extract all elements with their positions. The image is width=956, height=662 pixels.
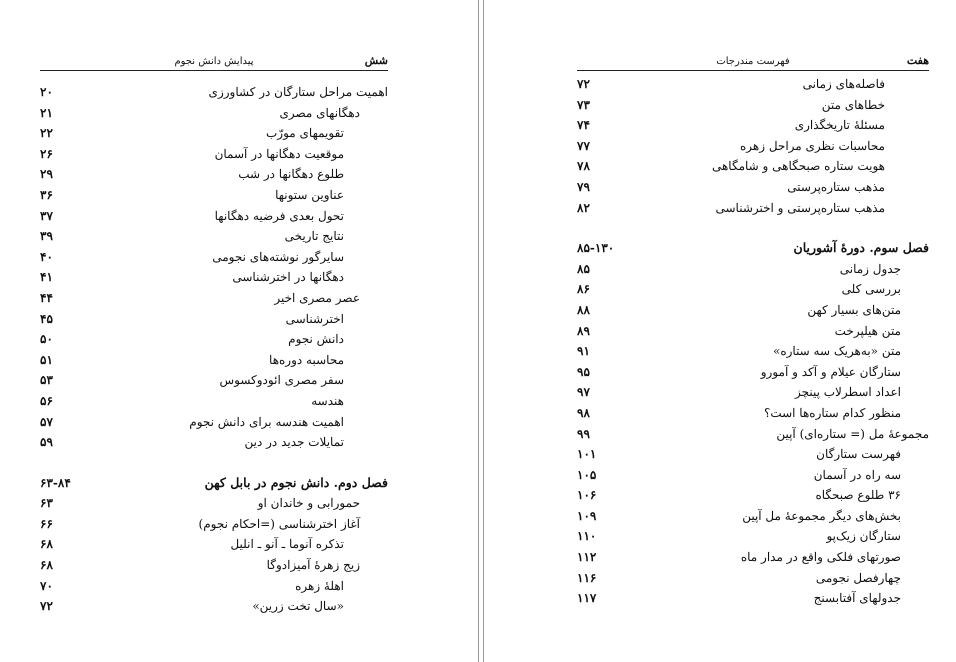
- toc-row[interactable]: [40, 123, 388, 144]
- toc-row[interactable]: [577, 526, 929, 547]
- toc-entry-title: اهمیت مراحل ستارگان در کشاورزی: [208, 85, 388, 99]
- toc-entry-title: دانش نجوم: [288, 332, 344, 347]
- toc-row[interactable]: [577, 382, 929, 403]
- toc-row[interactable]: [577, 300, 929, 321]
- toc-row[interactable]: [577, 198, 929, 219]
- toc-row[interactable]: [40, 432, 388, 453]
- toc-entry-title: دهگانها در اخترشناسی: [232, 270, 344, 285]
- right-page-header: [577, 56, 929, 71]
- toc-entry-page: ۳۶: [40, 187, 53, 202]
- toc-row[interactable]: [40, 82, 388, 103]
- toc-entry-title: تحول بعدی فرضیه دهگانها: [214, 208, 344, 223]
- toc-row[interactable]: [40, 555, 388, 576]
- toc-row[interactable]: [577, 403, 929, 424]
- toc-entry-title: تذکره آنوما ـ آنو ـ انلیل: [230, 537, 344, 552]
- toc-entry-title: بررسی کلی: [841, 282, 901, 297]
- toc-row[interactable]: [40, 144, 388, 165]
- toc-entry-title: مذهب ستاره‌پرستی و اخترشناسی: [715, 200, 885, 215]
- toc-entry-title: متن هیلپرخت: [834, 323, 901, 338]
- toc-entry-page: ۸۶: [577, 282, 590, 297]
- toc-entry-page: ۱۰۱: [577, 447, 597, 462]
- toc-row[interactable]: [40, 329, 388, 350]
- left-page-header: [40, 56, 388, 71]
- toc-row[interactable]: [577, 424, 929, 445]
- toc-entry-page: ۲۹: [40, 167, 53, 182]
- toc-entry-page: ۵۶: [40, 393, 53, 408]
- toc-entry-title: بخش‌های دیگر مجموعهٔ مل آپین: [742, 508, 901, 523]
- toc-entry-page: ۹۱: [577, 344, 590, 359]
- toc-entry-page: ۱۱۶: [577, 570, 597, 585]
- left-page-number: شش: [364, 54, 388, 67]
- toc-row[interactable]: [40, 309, 388, 330]
- toc-entry-title: مذهب ستاره‌پرستی: [787, 179, 885, 194]
- toc-entry-page: ۷۰: [40, 578, 53, 593]
- toc-entry-title: عصر مصری اخیر: [274, 290, 360, 305]
- toc-entry-page: ۱۰۹: [577, 508, 597, 523]
- toc-entry-page: ۵۰: [40, 332, 53, 347]
- toc-entry-page: ۸۵-۱۳۰: [577, 241, 615, 256]
- toc-entry-page: ۹۵: [577, 364, 590, 379]
- toc-row[interactable]: [40, 493, 388, 514]
- toc-row[interactable]: [40, 370, 388, 391]
- toc-row[interactable]: [40, 288, 388, 309]
- toc-group-spacer: [577, 218, 929, 238]
- toc-entry-page: ۱۰۵: [577, 467, 597, 482]
- left-running-title: پیدایش دانش نجوم: [174, 56, 254, 67]
- toc-row[interactable]: [40, 226, 388, 247]
- toc-entry-page: ۷۸: [577, 159, 590, 174]
- toc-row[interactable]: [577, 136, 929, 157]
- toc-entry-page: ۸۵: [577, 261, 590, 276]
- toc-entry-page: ۴۴: [40, 290, 53, 305]
- toc-entry-title: تمایلات جدید در دین: [244, 435, 344, 450]
- toc-row[interactable]: [577, 177, 929, 198]
- toc-row[interactable]: [577, 547, 929, 568]
- toc-row[interactable]: [577, 321, 929, 342]
- toc-row[interactable]: [40, 103, 388, 124]
- toc-entry-page: ۱۱۲: [577, 550, 597, 565]
- toc-entry-page: ۷۹: [577, 179, 590, 194]
- toc-entry-title: ستارگان عیلام و آکد و آمورو: [760, 364, 901, 379]
- toc-row[interactable]: [40, 412, 388, 433]
- toc-entry-page: ۷۷: [577, 138, 590, 153]
- toc-entry-page: ۳۹: [40, 229, 53, 244]
- toc-entry-page: ۵۷: [40, 414, 53, 429]
- toc-row[interactable]: [40, 267, 388, 288]
- toc-entry-page: ۵۹: [40, 435, 53, 450]
- toc-row[interactable]: [40, 576, 388, 597]
- toc-entry-page: ۶۶: [40, 516, 53, 531]
- right-toc-list: [577, 74, 929, 609]
- toc-entry-page: ۱۰۶: [577, 488, 597, 503]
- toc-entry-title: حمورابی و خاندان او: [257, 496, 360, 511]
- toc-entry-page: ۴۰: [40, 249, 53, 264]
- toc-entry-title: منظور کدام ستاره‌ها است؟: [763, 405, 901, 420]
- toc-row[interactable]: [40, 350, 388, 371]
- toc-entry-title: مجموعهٔ مل (= ستاره‌ای) آپین: [776, 426, 929, 441]
- toc-entry-title: هندسه: [311, 393, 344, 408]
- toc-entry-title: ستارگان زیک‌پو: [826, 529, 901, 544]
- toc-entry-title: طلوع دهگانها در شب: [238, 167, 344, 182]
- toc-entry-page: ۹۸: [577, 405, 590, 420]
- toc-entry-title: سفر مصری ائودوکسوس: [219, 373, 344, 388]
- toc-entry-title: آغاز اخترشناسی (=احکام نجوم): [198, 516, 360, 531]
- toc-row[interactable]: [40, 596, 388, 617]
- toc-entry-title: محاسبات نظری مراحل زهره: [739, 138, 885, 153]
- toc-row[interactable]: [577, 115, 929, 136]
- toc-entry-title: سه راه در آسمان: [813, 467, 901, 482]
- toc-entry-page: ۳۷: [40, 208, 53, 223]
- toc-entry-title: جدولهای آفتابسنج: [813, 591, 901, 606]
- toc-entry-title: جدول زمانی: [839, 261, 901, 276]
- toc-entry-title: هویت ستاره صبحگاهی و شامگاهی: [711, 159, 885, 174]
- toc-entry-page: ۷۲: [40, 599, 53, 614]
- toc-entry-page: ۴۵: [40, 311, 53, 326]
- toc-row[interactable]: [40, 247, 388, 268]
- toc-entry-page: ۷۳: [577, 97, 590, 112]
- toc-row[interactable]: [577, 506, 929, 527]
- toc-entry-page: ۵۳: [40, 373, 53, 388]
- toc-entry-page: ۲۶: [40, 146, 53, 161]
- toc-row[interactable]: [40, 391, 388, 412]
- toc-entry-title: فاصله‌های زمانی: [802, 77, 885, 91]
- toc-entry-page: ۲۰: [40, 85, 53, 99]
- toc-entry-title: متن‌های بسیار کهن: [807, 302, 901, 317]
- toc-row[interactable]: [577, 279, 929, 300]
- toc-row[interactable]: [40, 534, 388, 555]
- toc-row[interactable]: [577, 95, 929, 116]
- toc-row[interactable]: [577, 588, 929, 609]
- toc-entry-title: محاسبه دوره‌ها: [269, 352, 344, 367]
- toc-entry-title: اهلهٔ زهره: [295, 578, 344, 593]
- toc-group-spacer: [40, 453, 388, 473]
- toc-entry-title: عناوین ستونها: [275, 187, 344, 202]
- left-toc-list: [40, 82, 388, 617]
- toc-entry-title: چهارفصل نجومی: [815, 570, 901, 585]
- toc-row[interactable]: [577, 156, 929, 177]
- toc-entry-title: زیج زهرهٔ آمیزادوگا: [266, 558, 360, 573]
- toc-entry-title: فصل دوم. دانش نجوم در بابل کهن: [204, 474, 388, 490]
- toc-entry-title: فهرست ستارگان: [816, 447, 901, 462]
- toc-entry-page: ۱۱۰: [577, 529, 597, 544]
- toc-entry-title: اخترشناسی: [285, 311, 344, 326]
- toc-entry-title: مسئلهٔ تاریخگذاری: [794, 118, 885, 133]
- toc-entry-title: صورتهای فلکی واقع در مدار ماه: [740, 550, 901, 565]
- toc-entry-title: ۳۶ طلوع صبحگاه: [815, 488, 901, 503]
- toc-entry-page: ۵۱: [40, 352, 53, 367]
- toc-entry-page: ۶۸: [40, 537, 53, 552]
- toc-row[interactable]: [577, 444, 929, 465]
- toc-row[interactable]: [577, 485, 929, 506]
- toc-entry-page: ۹۹: [577, 426, 590, 441]
- toc-entry-title: خطاهای متن: [821, 97, 885, 112]
- toc-row[interactable]: [577, 259, 929, 280]
- right-running-title: فهرست مندرجات: [716, 56, 790, 67]
- toc-entry-title: سایرگور نوشته‌های نجومی: [212, 249, 344, 264]
- toc-entry-page: ۶۸: [40, 558, 53, 573]
- toc-entry-page: ۸۹: [577, 323, 590, 338]
- toc-row[interactable]: [577, 341, 929, 362]
- toc-entry-page: ۶۳: [40, 496, 53, 511]
- toc-entry-page: ۶۳-۸۴: [40, 475, 71, 490]
- toc-entry-title: اعداد اسطرلاب پینچز: [794, 385, 901, 400]
- toc-row[interactable]: [577, 568, 929, 589]
- toc-row[interactable]: [40, 185, 388, 206]
- toc-entry-title: فصل سوم. دورهٔ آشوریان: [793, 240, 929, 256]
- toc-entry-page: ۴۱: [40, 270, 53, 285]
- toc-entry-page: ۸۲: [577, 200, 590, 215]
- toc-entry-title: «سال تخت زرین»: [252, 599, 344, 614]
- toc-row[interactable]: [577, 74, 929, 95]
- toc-row[interactable]: [577, 465, 929, 486]
- left-page: [0, 0, 476, 662]
- toc-entry-title: موقعیت دهگانها در آسمان: [214, 146, 344, 161]
- toc-entry-title: تقویمهای مورّب: [266, 126, 344, 141]
- toc-entry-page: ۸۸: [577, 302, 590, 317]
- toc-entry-title: دهگانهای مصری: [279, 105, 360, 120]
- toc-entry-page: ۲۲: [40, 126, 53, 141]
- toc-row[interactable]: [577, 362, 929, 383]
- toc-entry-page: ۷۲: [577, 77, 590, 91]
- toc-entry-title: متن «به‌هریک سه ستاره»: [772, 344, 901, 359]
- right-page: [484, 0, 956, 662]
- toc-row[interactable]: [40, 514, 388, 535]
- toc-entry-page: ۷۴: [577, 118, 590, 133]
- toc-entry-page: ۲۱: [40, 105, 53, 120]
- toc-entry-page: ۱۱۷: [577, 591, 597, 606]
- toc-row[interactable]: [40, 164, 388, 185]
- toc-entry-page: ۹۷: [577, 385, 590, 400]
- toc-row[interactable]: [40, 206, 388, 227]
- toc-chapter-row[interactable]: [577, 238, 929, 259]
- toc-entry-title: اهمیت هندسه برای دانش نجوم: [189, 414, 344, 429]
- toc-entry-title: نتایج تاریخی: [284, 229, 344, 244]
- right-page-number: هفت: [906, 54, 929, 67]
- gutter-line-1: [478, 0, 479, 662]
- toc-chapter-row[interactable]: [40, 473, 388, 494]
